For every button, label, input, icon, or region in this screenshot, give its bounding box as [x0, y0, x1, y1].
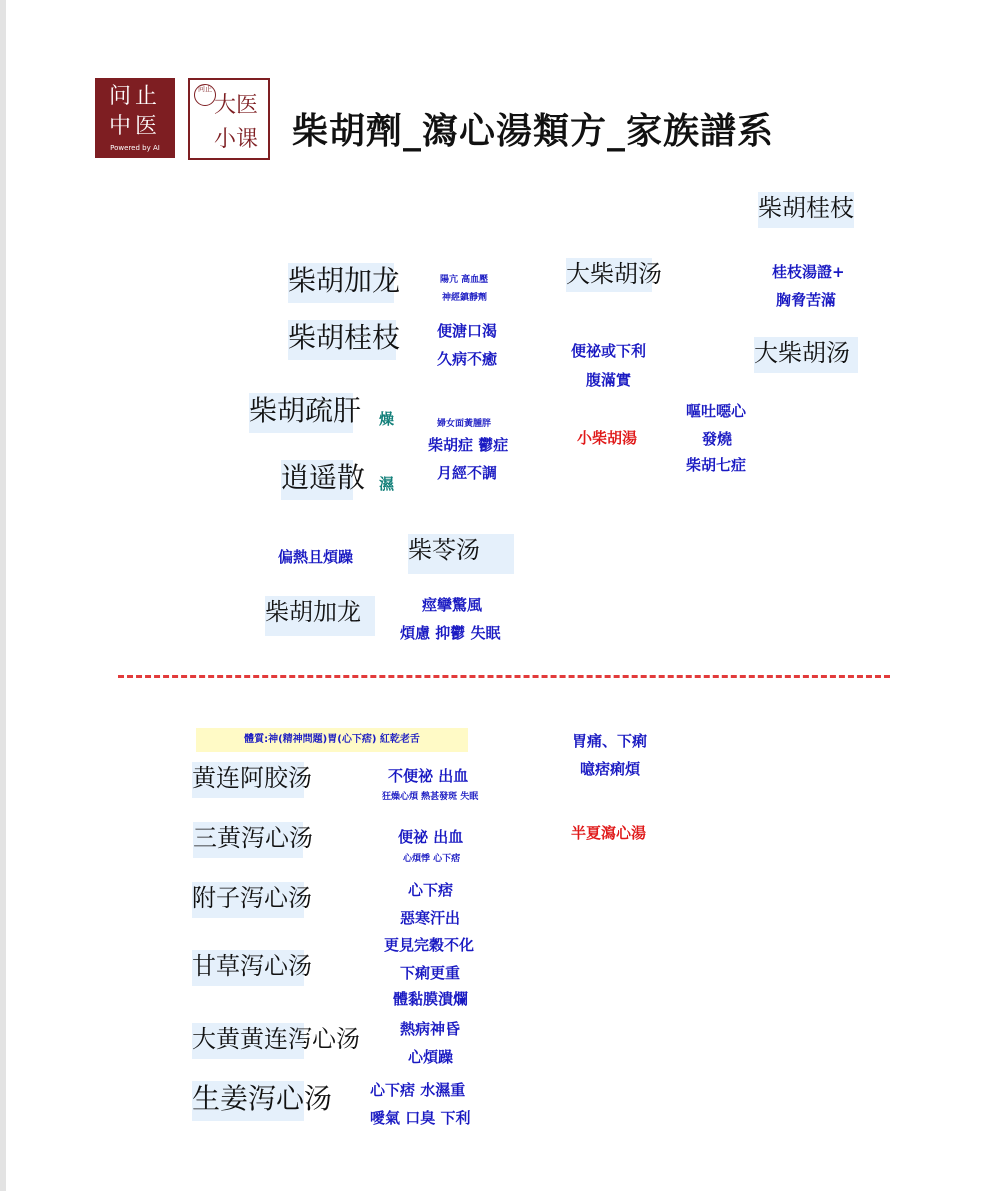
note-xinxiapi: 心下痞	[408, 881, 454, 899]
formula-sanhuang: 三黄泻心汤	[193, 822, 303, 858]
note-rebing: 熱病神昏	[400, 1020, 461, 1038]
center-xiao-chaihu: 小柴胡湯	[577, 429, 638, 447]
formula-huanglian-ejiao: 黄连阿胶汤	[192, 762, 304, 798]
logo-tag: Powered by AI	[110, 144, 160, 152]
note-aiqi: 噯氣 口臭 下利	[370, 1109, 471, 1127]
formula-da-chaihu-mid: 大柴胡汤	[566, 258, 652, 292]
formula-chaihu-jialong-top: 柴胡加龙	[288, 263, 394, 303]
note-gengjian: 更見完穀不化	[384, 936, 475, 954]
note-bianmi-chuxue: 便祕 出血	[398, 828, 464, 846]
formula-gancao: 甘草泻心汤	[192, 950, 304, 986]
note-ehan: 惡寒汗出	[400, 909, 461, 927]
note-weitong: 胃痛、下痢	[572, 732, 648, 750]
note-fanlu: 煩慮 抑鬱 失眠	[400, 624, 501, 642]
note-xinfanzao: 心煩躁	[408, 1048, 454, 1066]
note-xinfan: 心煩悸 心下痞	[403, 854, 461, 864]
formula-fuzi: 附子泻心汤	[192, 882, 304, 918]
note-chaihu-qi: 柴胡七症	[686, 456, 747, 474]
logo2-line-1: 大医	[214, 93, 259, 118]
note-bianthang: 便溏口渴	[437, 322, 498, 340]
center-banxia-xiexin: 半夏瀉心湯	[571, 824, 647, 842]
note-jingluan: 痙攣驚風	[422, 596, 483, 614]
label-zao: 燥	[379, 410, 395, 428]
logo-line-1: 问止	[108, 84, 161, 109]
note-pianre: 偏熱且煩躁	[278, 548, 354, 566]
note-aipi: 噫痞痢煩	[580, 760, 641, 778]
note-tizhan: 體黏膜潰爛	[393, 990, 469, 1008]
section-divider	[118, 675, 890, 678]
formula-chaihu-jialong-bottom: 柴胡加龙	[265, 596, 375, 636]
logo-seal: 问止	[194, 84, 216, 106]
note-kuangzao: 狂燥心煩 熱甚發斑 失眠	[382, 792, 479, 802]
page-title: 柴胡劑_瀉心湯類方_家族譜系	[292, 110, 775, 152]
note-outu: 嘔吐噁心	[686, 402, 747, 420]
formula-dahuang: 大黄黄连泻心汤	[192, 1023, 304, 1059]
note-jiubing: 久病不癒	[437, 350, 498, 368]
note-yuejing: 月經不調	[437, 464, 498, 482]
note-bianmi: 便祕或下利	[571, 342, 647, 360]
logo2-line-2: 小课	[214, 127, 259, 152]
formula-chaihu-guizhi-right: 柴胡桂枝	[758, 192, 854, 228]
left-border	[0, 0, 6, 1191]
note-xinxiapi-shui: 心下痞 水濕重	[370, 1081, 466, 1099]
formula-shengjiang: 生姜泻心汤	[192, 1081, 304, 1121]
wenzhi-logo	[95, 78, 175, 158]
note-fashao: 發燒	[702, 430, 733, 448]
formula-xiaoyao: 逍遥散	[281, 460, 353, 500]
formula-chaihu-guizhi-left: 柴胡桂枝	[288, 320, 396, 360]
dayi-xiaoke-logo	[188, 78, 270, 160]
note-fuman: 腹滿實	[586, 371, 632, 389]
label-shi: 濕	[379, 475, 395, 493]
note-xiali: 下痢更重	[400, 964, 461, 982]
formula-chaihu-shugan: 柴胡疏肝	[249, 393, 353, 433]
constitution-note: 體質:神(精神問題)胃(心下痞) 紅乾老舌	[196, 728, 468, 752]
note-yangkang: 陽亢 高血壓	[440, 275, 489, 285]
note-shenjing: 神經鎮靜劑	[442, 293, 488, 303]
note-xiongxie: 胸脅苦滿	[776, 291, 837, 309]
note-guizhi-zheng: 桂枝湯證+	[772, 263, 845, 281]
formula-chailing: 柴苓汤	[408, 534, 514, 574]
note-bubian: 不便祕 出血	[388, 767, 469, 785]
formula-da-chaihu-right: 大柴胡汤	[754, 337, 858, 373]
logo-line-2: 中医	[108, 114, 161, 139]
note-funu: 婦女面黃腫胖	[437, 419, 492, 429]
note-chaihu-zheng: 柴胡症 鬱症	[428, 436, 509, 454]
